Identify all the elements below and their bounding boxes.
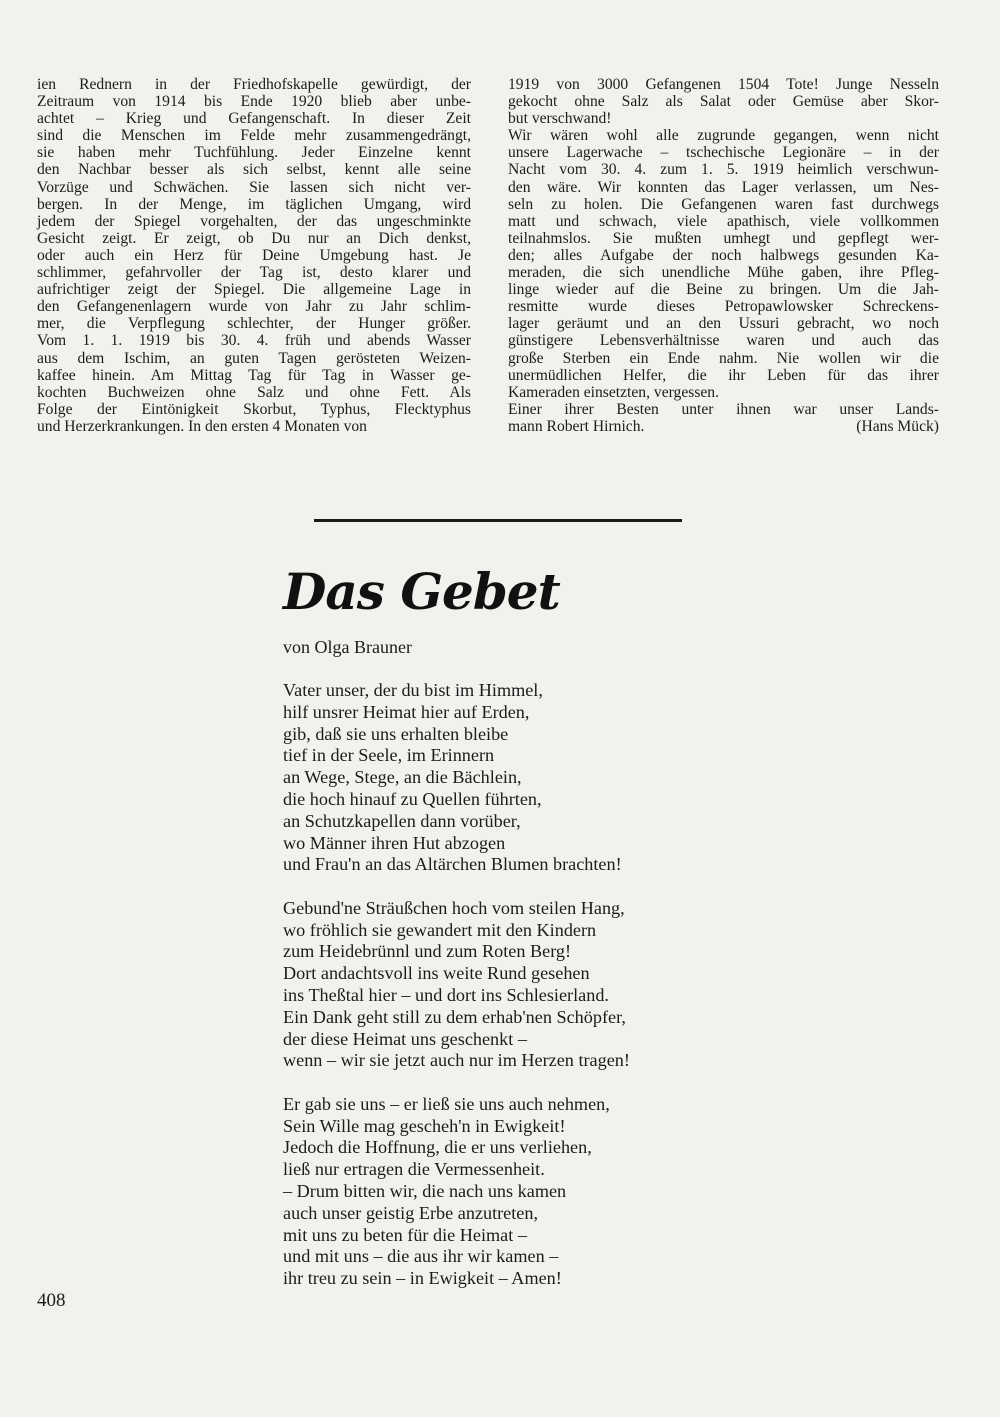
- poem-author: von Olga Brauner: [283, 637, 412, 657]
- text-line: schlimmer, gefahrvoller der Tag ist, desto klarer und: [37, 264, 471, 282]
- text-line: lager geräumt und an den Ussuri gebracht, wo noch: [508, 315, 939, 333]
- text-line: matt und schwach, viele apathisch, viele vollkommen: [508, 212, 939, 230]
- text-line: unsere Lagerwache – tschechische Legionäre – in der: [508, 144, 939, 162]
- text-line: Nacht vom 30. 4. zum 1. 5. 1919 heimlich verschwun-: [508, 161, 939, 179]
- text-line: oder auch ein Herz für Deine Umgebung hast. Je: [37, 246, 471, 264]
- poem-verse: an Wege, Stege, an die Bächlein,: [283, 767, 522, 788]
- text-line: Zeitraum von 1914 bis Ende 1920 blieb aber unbe-: [37, 93, 471, 111]
- poem-verse: der diese Heimat uns geschenkt –: [283, 1028, 527, 1049]
- text-line: linge wieder auf die Beine zu bringen. Um die Jah-: [508, 281, 939, 299]
- text-line: resmitte wurde dieses Petropawlowsker Schreckens-: [508, 298, 939, 316]
- poem-verse: die hoch hinauf zu Quellen führten,: [283, 788, 542, 809]
- text-line: aufrichtiger zeigt der Spiegel. Die allgemeine Lage in: [37, 281, 471, 299]
- closing-line: [508, 418, 939, 435]
- poem-verse: Dort andachtsvoll ins weite Rund gesehen: [283, 963, 590, 984]
- poem-verse: Sein Wille mag gescheh'n in Ewigkeit!: [283, 1115, 566, 1136]
- poem-verse: zum Heidebrünnl und zum Roten Berg!: [283, 941, 572, 962]
- section-divider: [314, 519, 682, 522]
- text-line: Vorzüge und Schwächen. Sie lassen sich nicht ver-: [37, 178, 471, 196]
- page-number: 408: [37, 1290, 66, 1311]
- text-line: kaffee hinein. Am Mittag Tag für Tag in Wasser ge-: [37, 366, 471, 384]
- poem-verse: wenn – wir sie jetzt auch nur im Herzen tragen!: [283, 1050, 630, 1071]
- poem-verse: ihr treu zu sein – in Ewigkeit – Amen!: [283, 1268, 562, 1289]
- poem-verse: und Frau'n an das Altärchen Blumen brachten!: [283, 854, 622, 875]
- poem-verse: ins Theßtal hier – und dort ins Schlesierland.: [283, 984, 609, 1005]
- text-line: seln zu holen. Die Gefangenen waren fast durchwegs: [508, 195, 939, 213]
- poem-body: [283, 680, 630, 1312]
- text-line: Kameraden einsetzten, vergessen.: [508, 383, 720, 401]
- poem-stanza: [283, 680, 630, 876]
- text-line: but verschwand!: [508, 110, 612, 128]
- text-line: sind die Menschen im Felde mehr zusammengedrängt,: [37, 127, 471, 145]
- text-line: und Herzerkrankungen. In den ersten 4 Monaten von: [37, 417, 367, 435]
- text-line: den wäre. Wir konnten das Lager verlassen, um Nes-: [508, 178, 939, 196]
- text-line: günstigere Lebensverhältnisse waren und auch das: [508, 332, 939, 350]
- poem-verse: tief in der Seele, im Erinnern: [283, 745, 495, 766]
- poem-verse: Jedoch die Hoffnung, die er uns verliehen,: [283, 1137, 592, 1158]
- text-line: meraden, die sich unendliche Mühe gaben, ihre Pfleg-: [508, 264, 939, 282]
- text-line: Folge der Eintönigkeit Skorbut, Typhus, Flecktyphus: [37, 400, 471, 418]
- text-line: den Gefangenenlagern wurde von Jahr zu Jahr schlim-: [37, 298, 471, 316]
- text-line: unermüdlichen Helfer, die ihr Leben für das ihrer: [508, 366, 939, 384]
- poem-verse: und mit uns – die aus ihr wir kamen –: [283, 1246, 559, 1267]
- text-line: kochten Buchweizen ohne Salz und ohne Fett. Als: [37, 383, 471, 401]
- poem-verse: Ein Dank geht still zu dem erhab'nen Schöpfer,: [283, 1006, 626, 1027]
- poem-verse: auch unser geistig Erbe anzutreten,: [283, 1202, 539, 1223]
- poem-verse: gib, daß sie uns erhalten bleibe: [283, 723, 509, 744]
- author-signature: (Hans Mück): [856, 417, 939, 435]
- text-line: bergen. In der Menge, im täglichen Umgang, wird: [37, 195, 471, 213]
- text-line: 1919 von 3000 Gefangenen 1504 Tote! Junge Nesseln: [508, 76, 939, 93]
- poem-verse: – Drum bitten wir, die nach uns kamen: [283, 1180, 567, 1201]
- text-line: teilnahmslos. Sie mußten umhegt und gepflegt wer-: [508, 229, 939, 247]
- text-line: Vom 1. 1. 1919 bis 30. 4. früh und abends Wasser: [37, 332, 471, 350]
- text-line: ien Rednern in der Friedhofskapelle gewürdigt, der: [37, 76, 471, 93]
- poem-verse: Gebund'ne Sträußchen hoch vom steilen Hang,: [283, 897, 625, 918]
- text-line: sie haben mehr Tuchfühlung. Jeder Einzelne kennt: [37, 144, 471, 162]
- right-column-body: [508, 76, 939, 418]
- text-line: mer, die Verpflegung schlechter, der Hunger größer.: [37, 315, 471, 333]
- poem-verse: hilf unsrer Heimat hier auf Erden,: [283, 701, 530, 722]
- text-line: Gesicht zeigt. Er zeigt, ob Du nur an Dich denkst,: [37, 229, 471, 247]
- article-right-column: [508, 76, 939, 435]
- article-left-column: [37, 76, 471, 435]
- text-line: große Sterben ein Ende nahm. Nie wollen wir die: [508, 349, 939, 367]
- text-line: den Nachbar besser als sich selbst, kennt alle seine: [37, 161, 471, 179]
- poem-verse: wo Männer ihren Hut abzogen: [283, 832, 506, 853]
- poem-verse: Er gab sie uns – er ließ sie uns auch nehmen,: [283, 1093, 610, 1114]
- closing-text: mann Robert Hirnich.: [508, 417, 645, 435]
- text-line: Wir wären wohl alle zugrunde gegangen, wenn nicht: [508, 127, 939, 145]
- text-line: aus dem Ischim, an guten Tagen gerösteten Weizen-: [37, 349, 471, 367]
- poem-verse: mit uns zu beten für die Heimat –: [283, 1224, 527, 1245]
- text-line: Einer ihrer Besten unter ihnen war unser Lands-: [508, 400, 939, 418]
- text-line: achtet – Krieg und Gefangenschaft. In dieser Zeit: [37, 110, 471, 128]
- text-line: gekocht ohne Salz als Salat oder Gemüse aber Skor-: [508, 93, 939, 111]
- poem-stanza: [283, 1094, 630, 1290]
- poem-title: Das Gebet: [283, 562, 560, 621]
- poem-verse: an Schutzkapellen dann vorüber,: [283, 810, 521, 831]
- poem-stanza: [283, 898, 630, 1072]
- poem-verse: wo fröhlich sie gewandert mit den Kindern: [283, 919, 597, 940]
- text-line: jedem der Spiegel vorgehalten, der das ungeschminkte: [37, 212, 471, 230]
- poem-verse: Vater unser, der du bist im Himmel,: [283, 680, 543, 700]
- poem-verse: ließ nur ertragen die Vermessenheit.: [283, 1159, 545, 1180]
- text-line: den; alles Aufgabe der noch halbwegs gesunden Ka-: [508, 246, 939, 264]
